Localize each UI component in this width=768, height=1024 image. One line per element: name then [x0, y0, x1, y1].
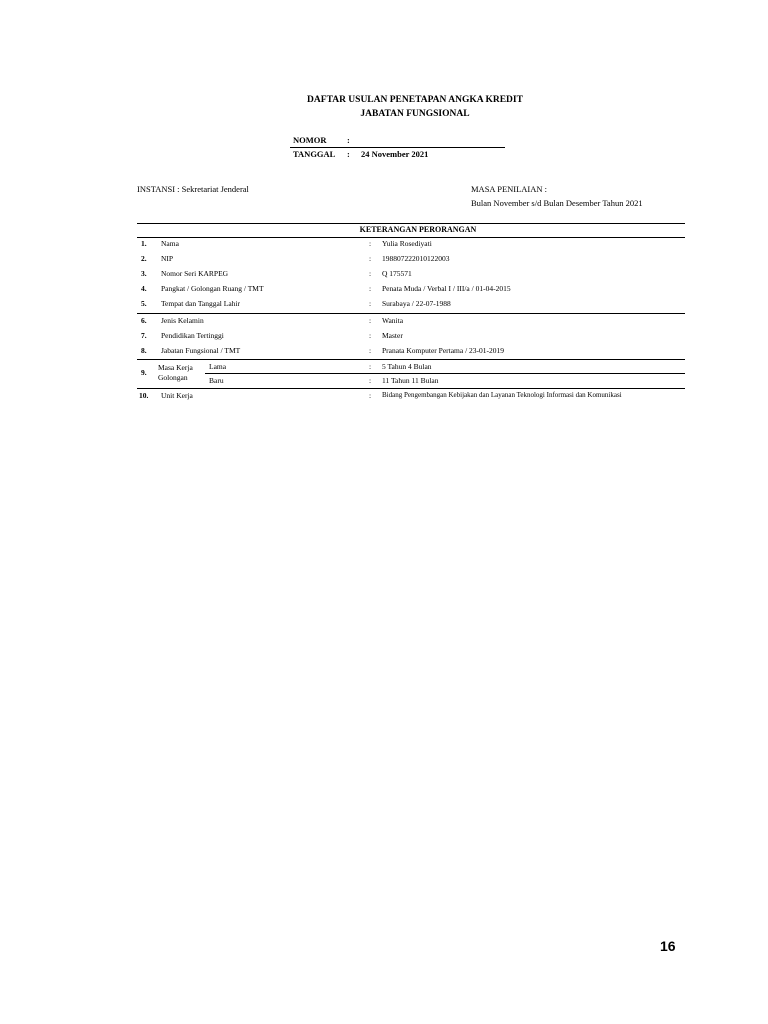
row-number: 4. [141, 284, 147, 293]
masa-kerja-field: Masa Kerja Golongan [158, 363, 193, 382]
row-separator: : [369, 316, 372, 325]
row-separator: : [369, 391, 372, 400]
row-number: 6. [141, 316, 147, 325]
masa-kerja-lama-value: 5 Tahun 4 Bulan [382, 362, 432, 371]
masa-penilaian-label: MASA PENILAIAN : [471, 184, 548, 194]
row-divider [137, 359, 685, 360]
row-separator: : [369, 269, 372, 278]
section-title: KETERANGAN PERORANGAN [359, 225, 477, 234]
row-field: Nomor Seri KARPEG [161, 269, 229, 278]
nomor-separator: : [347, 135, 350, 145]
nomor-underline [290, 147, 505, 148]
row-value: 198807222010122003 [382, 254, 450, 263]
row-separator: : [369, 331, 372, 340]
row-separator: : [369, 362, 372, 371]
row-number: 5. [141, 299, 147, 308]
row-value: Surabaya / 22-07-1988 [382, 299, 451, 308]
page-number: 16 [660, 938, 676, 954]
row-field: Unit Kerja [161, 391, 193, 400]
row-number: 2. [141, 254, 147, 263]
masa-kerja-inner-divider [205, 373, 685, 374]
row-separator: : [369, 376, 372, 385]
row-separator: : [369, 346, 372, 355]
row-field: Pendidikan Tertinggi [161, 331, 224, 340]
row-separator: : [369, 284, 372, 293]
row-number: 9. [141, 368, 147, 377]
tanggal-label: TANGGAL [293, 149, 336, 159]
row-value: Pranata Komputer Pertama / 23-01-2019 [382, 346, 505, 355]
row-number: 7. [141, 331, 147, 340]
row-value: Yulia Rosediyati [382, 239, 432, 248]
row-field: Pangkat / Golongan Ruang / TMT [161, 284, 264, 293]
row-value: Master [382, 331, 403, 340]
masa-kerja-baru-value: 11 Tahun 11 Bulan [382, 376, 439, 385]
row-divider [137, 313, 685, 314]
row-number: 8. [141, 346, 147, 355]
document-subtitle: JABATAN FUNGSIONAL [360, 109, 470, 119]
row-field: Jabatan Fungsional / TMT [161, 346, 241, 355]
row-value: Penata Muda / Verbal I / III/a / 01-04-2015 [382, 284, 511, 293]
row-separator: : [369, 254, 372, 263]
row-value: Bidang Pengembangan Kebijakan dan Layanan Teknologi Informasi dan Komunikasi [382, 391, 622, 399]
row-divider [137, 388, 685, 389]
masa-kerja-lama-label: Lama [209, 362, 227, 371]
row-value: Q 175571 [382, 269, 412, 278]
row-value: Wanita [382, 316, 404, 325]
instansi-text: INSTANSI : Sekretariat Jenderal [137, 184, 249, 194]
row-number: 1. [141, 239, 147, 248]
row-field: Jenis Kelamin [161, 316, 204, 325]
masa-penilaian-value: Bulan November s/d Bulan Desember Tahun 2021 [471, 198, 643, 208]
document-title: DAFTAR USULAN PENETAPAN ANGKA KREDIT [307, 95, 523, 105]
tanggal-value: 24 November 2021 [361, 149, 429, 159]
row-number: 10. [139, 391, 149, 400]
row-field: Tempat dan Tanggal Lahir [161, 299, 240, 308]
section-top-line [137, 223, 685, 224]
row-separator: : [369, 299, 372, 308]
masa-kerja-baru-label: Baru [209, 376, 224, 385]
row-separator: : [369, 239, 372, 248]
row-field: NIP [161, 254, 174, 263]
nomor-label: NOMOR [293, 135, 327, 145]
section-bottom-line [137, 237, 685, 238]
tanggal-separator: : [347, 149, 350, 159]
row-number: 3. [141, 269, 147, 278]
row-field: Nama [161, 239, 179, 248]
